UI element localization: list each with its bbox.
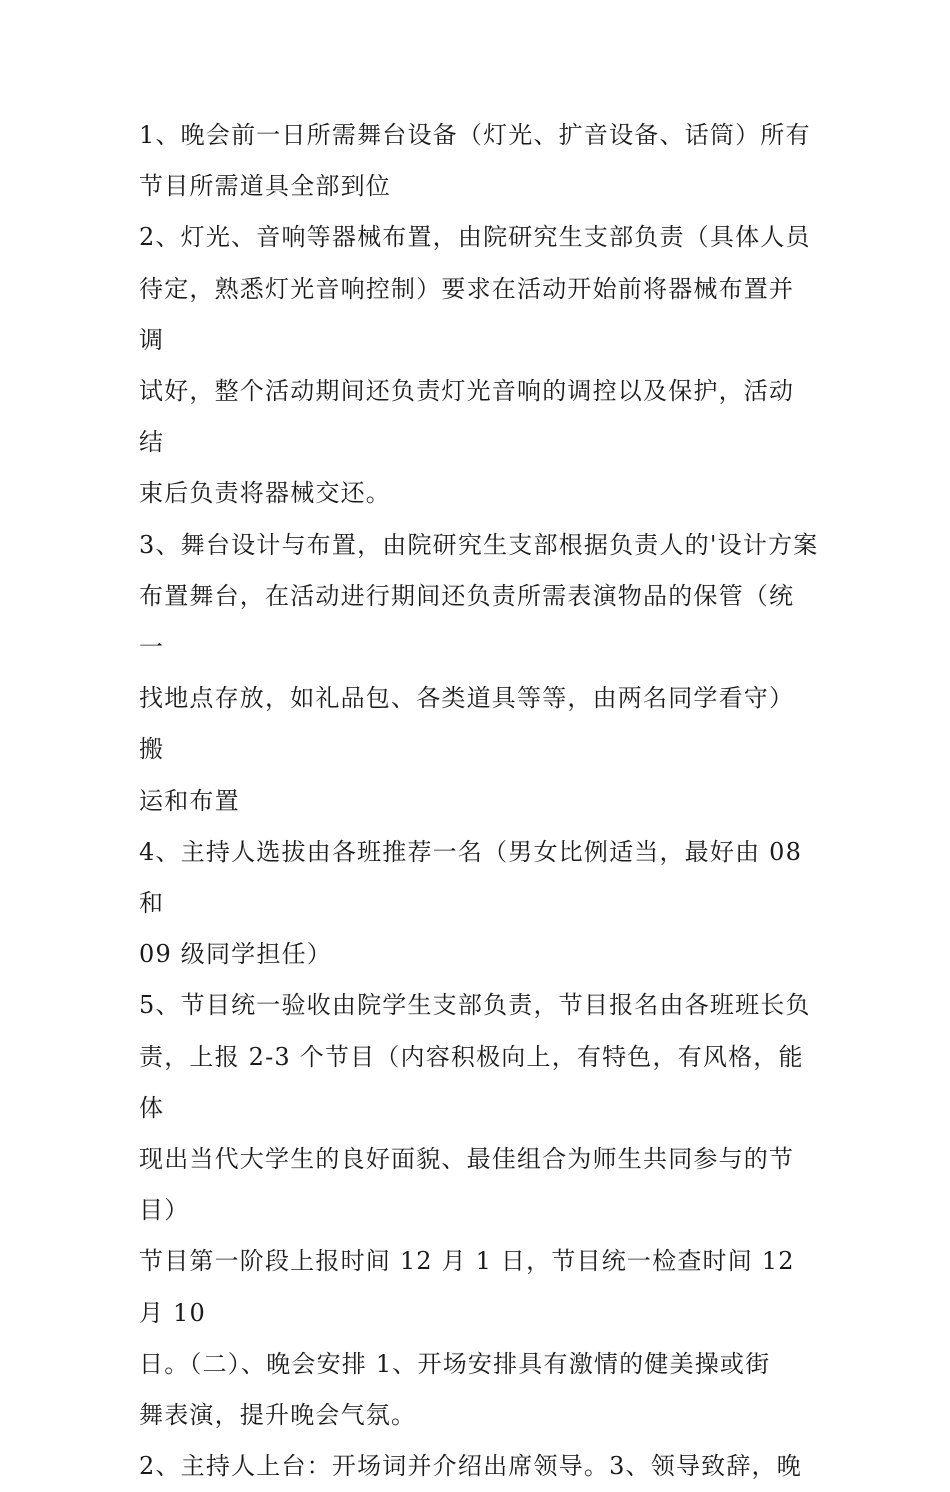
text-line: 1、晚会前一日所需舞台设备（灯光、扩音设备、话筒）所有 [139,121,811,149]
text-line: 布置舞台，在活动进行期间还负责所需表演物品的保管（统一 [139,581,795,662]
text-line: 找地点存放，如礼品包、各类道具等等，由两名同学看守）搬 [139,684,795,764]
text-line: 运和布置 [139,786,240,815]
text-line: 舞表演，提升晚会气氛。 [139,1401,417,1430]
text-line: 现出当代大学生的良好面貌、最佳组合为师生共同参与的节 [139,1145,795,1174]
text-line: 目） [139,1196,190,1225]
text-line: 09 级同学担任） [139,940,332,969]
text-line: 4、主持人选拔由各班推荐一名（男女比例适当，最好由 08 和 [139,837,811,918]
text-line: 5、节目统一验收由院学生支部负责，节目报名由各班班长负 [139,991,811,1020]
text-line: 2、灯光、音响等器械布置，由院研究生支部负责（具体人员 [139,223,811,252]
text-line: 试好，整个活动期间还负责灯光音响的调控以及保护，活动结 [139,377,795,457]
text-line: 日。（二）、晚会安排 1、开场安排具有激情的健美操或街 [139,1349,771,1378]
document-body [139,110,819,1492]
text-line: 节目所需道具全部到位 [139,172,391,201]
text-line: 束后负责将器械交还。 [139,479,391,508]
text-line: 节目第一阶段上报时间 12 月 1 日，节目统一检查时间 12 月 10 [139,1247,804,1327]
text-line: 待定，熟悉灯光音响控制）要求在活动开始前将器械布置并调 [139,274,795,354]
text-line: 3、舞台设计与布置，由院研究生支部根据负责人的'设计方案 [139,530,819,559]
text-line: 责，上报 2-3 个节目（内容积极向上，有特色，有风格，能体 [139,1042,804,1122]
text-line: 2、主持人上台：开场词并介绍出席领导。3、领导致辞，晚 [139,1452,802,1481]
